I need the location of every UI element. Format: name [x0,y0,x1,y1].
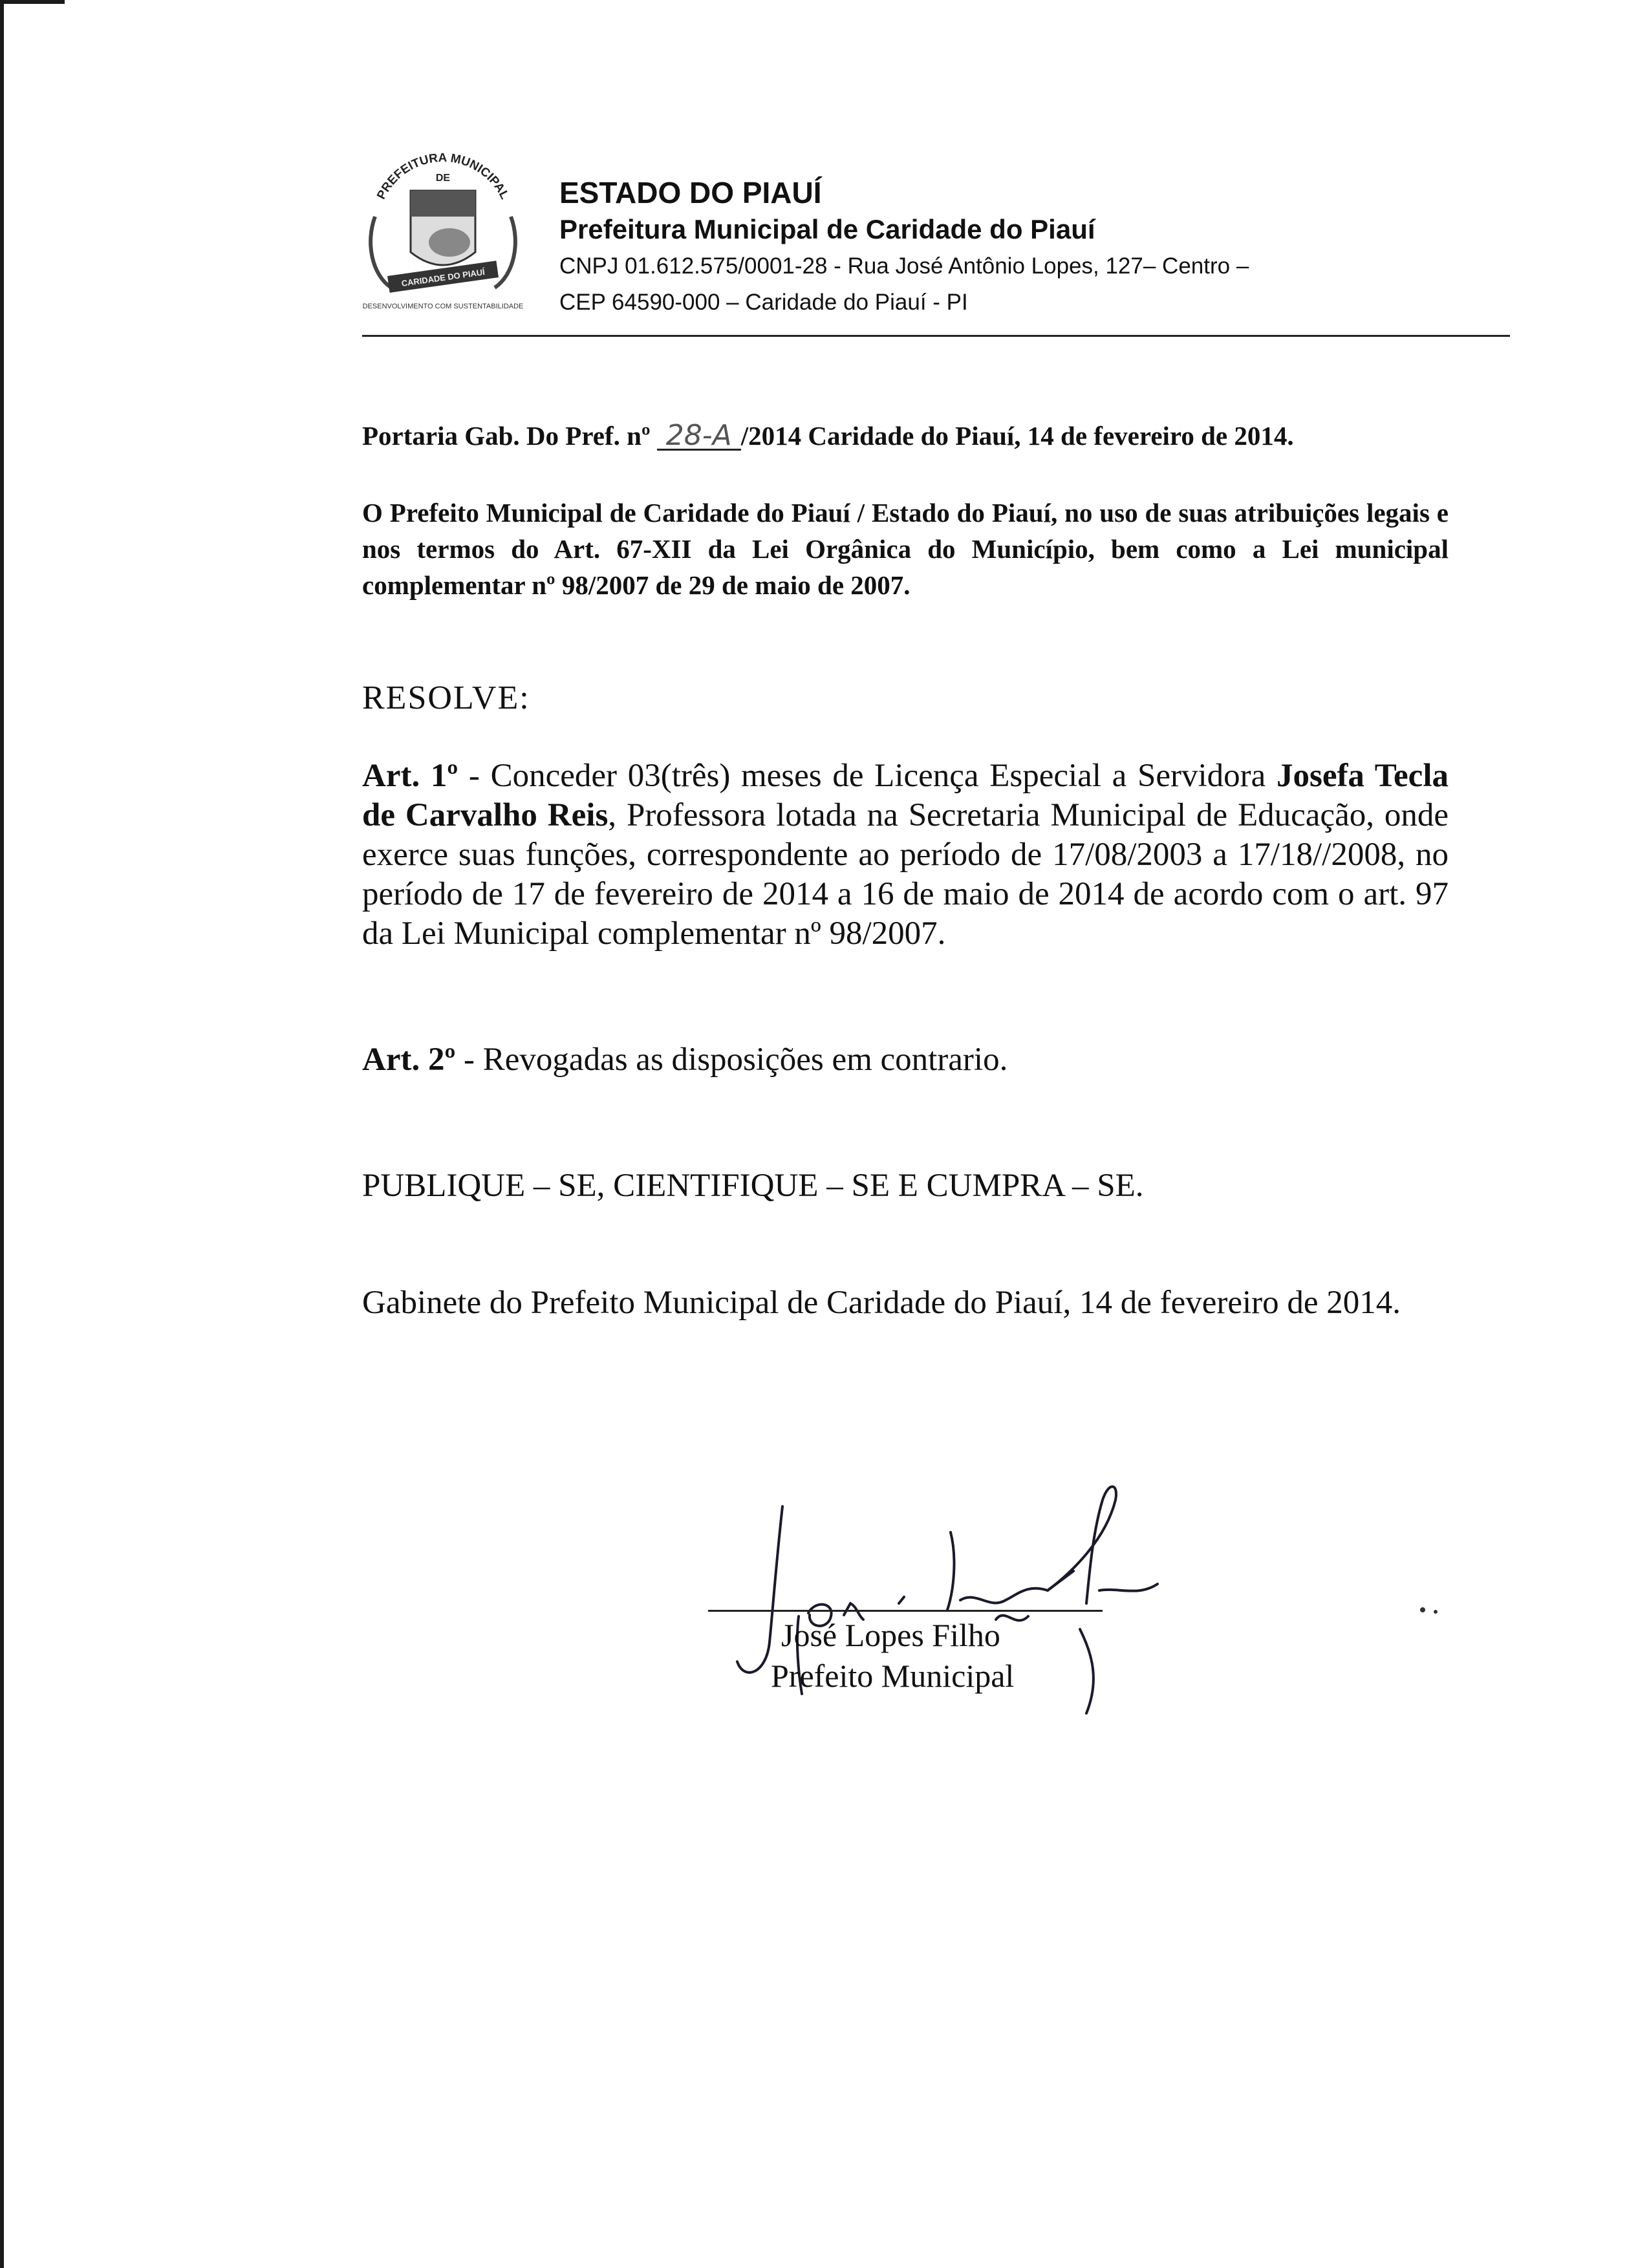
closing-location-date: Gabinete do Prefeito Municipal de Caridade do Piauí, 14 de fevereiro de 2014. [362,1285,1401,1321]
article-1-text-b: , Professora lotada na Secretaria Municipal de Educação, onde exerce suas funções, correspondente ao período de 17/08/2003 a 17/18//2008, no período de 17 de fevereiro de 2014 a 16 de maio de 2014 de acordo com o art. 97 da Lei Municipal complementar nº 98/2007. [362,797,1449,952]
signature-line [708,1610,1103,1612]
letterhead-divider [362,335,1510,337]
preamble: O Prefeito Municipal de Caridade do Piauí / Estado do Piauí, no uso de suas atribuições legais e nos termos do Art. 67-XII da Lei Orgânica do Município, bem como a Lei municipal complementar nº 98/2007 de 29 de maio de 2007. [362,498,1449,600]
article-2-label: Art. 2º [362,1042,456,1078]
address-line-1: CNPJ 01.612.575/0001-28 - Rua José Antônio Lopes, 127– Centro – [559,253,1249,279]
article-1 [362,756,1449,954]
portaria-line [362,420,1449,451]
state-name: ESTADO DO PIAUÍ [559,176,822,209]
article-2-text: - Revogadas as disposições em contrario. [455,1042,1008,1078]
coat-of-arms-seal-icon [359,139,527,333]
publication-order: PUBLIQUE – SE, CIENTIFIQUE – SE E CUMPRA – SE. [362,1168,1144,1204]
portaria-number-handwritten: 28-A [657,423,741,451]
seal-motto-text: DESENVOLVIMENTO COM SUSTENTABILIDADE [362,303,524,310]
scan-edge-left [0,0,4,2268]
article-1-text-a: - Conceder 03(três) meses de Licença Especial a Servidora [458,758,1277,794]
signatory-title: Prefeito Municipal [771,1658,1015,1694]
scan-edge-top [0,0,65,4]
portaria-suffix: /2014 Caridade do Piauí, 14 de fevereiro de 2014. [740,421,1294,451]
article-1-label: Art. 1º [362,758,458,794]
signatory-name: José Lopes Filho [781,1617,1000,1653]
servant-name: Josefa Tecla de Carvalho Reis [362,758,1449,833]
portaria-prefix: Portaria Gab. Do Pref. nº [362,421,651,451]
article-2 [362,1041,1449,1078]
scan-speck-icon [1416,1603,1449,1616]
seal-banner-text: CARIDADE DO PIAUÍ [400,267,486,288]
seal-de-text: DE [435,173,451,184]
resolve-heading: RESOLVE: [362,679,530,716]
seal-arc-text: PREFEITURA MUNICIPAL [374,151,512,202]
letterhead [559,175,1249,321]
address-line-2: CEP 64590-000 – Caridade do Piauí - PI [559,290,968,315]
prefecture-name: Prefeitura Municipal de Caridade do Piauí [559,214,1095,244]
